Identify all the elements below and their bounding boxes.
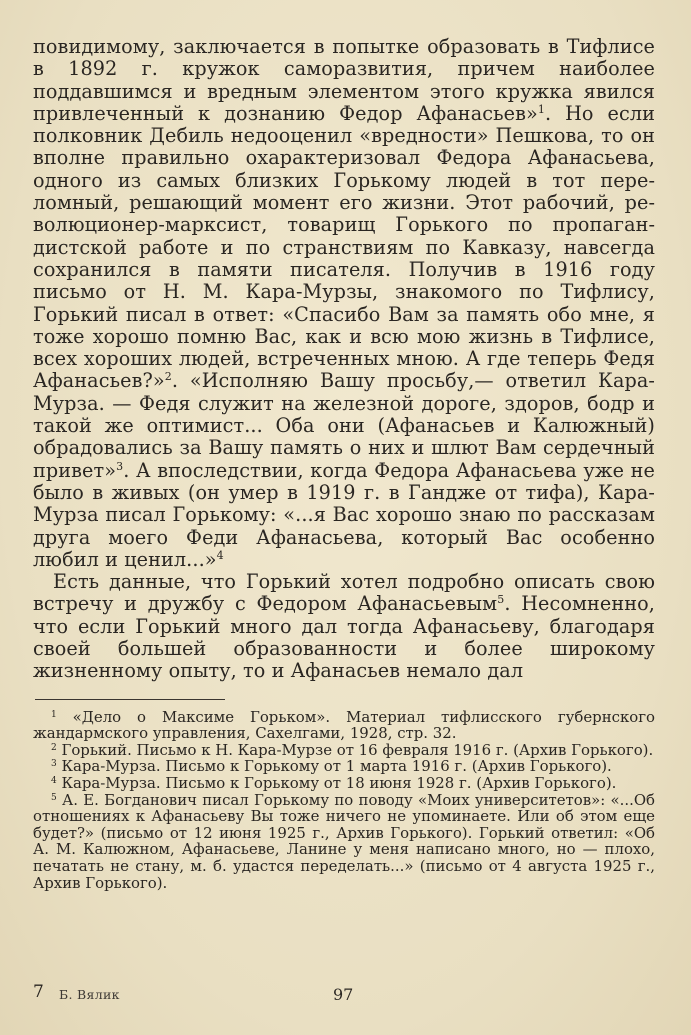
footnote-number: 3 [51,759,57,770]
footnote-divider [35,699,225,700]
paragraph-1-part-a: повидимому, заключается в попытке образовать в Тифлисе в 1892 г. кружок саморазвития, причем наиболее поддавшимся и вредным элементом этого кружка явился привлеченный к дознанию Федор Афанасьев» [33,35,655,125]
paragraph-2-part-b: . Несомненно, что если Горький много дал тогда Афанасьеву, благодаря своей большей образованности и более широкому жизненному опыту, то и Афанасьев немало дал [33,592,656,683]
paragraph-1-part-d: . А впоследствии, когда Федора Афанасьева уже не было в живых (он умер в 1919 г. в Гандже от тифа), Кара-Мурза писал Горькому: «...я Вас хорошо знаю по рассказам друга моего Феди Афанасьева, который Вас особенно любил и ценил...» [33,458,655,571]
footnote-number: 5 [51,792,57,803]
footnote-text: Кара-Мурза. Письмо к Горькому от 18 июня 1928 г. (Архив Горького). [61,773,617,792]
footnote-text: «Дело о Максиме Горьком». Материал тифлисского губернского жандармского управления, Сахелгами, 1928, стр. 32. [33,707,655,743]
paragraph-2 [33,571,655,682]
footnote-ref-2: 2 [164,370,172,384]
footnote-ref-3: 3 [116,459,124,473]
main-text [33,36,655,683]
footnote-number: 4 [51,775,57,786]
paragraph-1-part-c: . «Исполняю Вашу просьбу,— ответил Кара-Мурза. — Федя служит на железной дороге, здоров, бодр и такой же оптимист... Оба они (Афанасьев и Калюжный) обрадовались за Вашу память о них и шлют Вам сердечный привет» [33,369,655,482]
paragraph-2-part-a: Есть данные, что Горький хотел подробно описать свою встречу и дружбу с Федором Афанасьевым [33,570,655,616]
footnotes [33,709,655,892]
paragraph-1 [33,36,655,571]
footnote-text: Горький. Письмо к Н. Кара-Мурзе от 16 февраля 1916 г. (Архив Горького). [61,740,654,759]
footnote-text: Кара-Мурза. Письмо к Горькому от 1 марта 1916 г. (Архив Горького). [61,757,612,776]
footnote-number: 2 [51,742,57,753]
signature-text: Б. Вялик [59,987,120,1002]
paragraph-1-part-b: . Но если полковник Дебиль недооценил «вредности» Пешкова, то он вполне правильно охарактеризовал Федора Афанасьева, одного из самых близких Горькому людей в тот переломный, решающий момент его жизни. Этот рабочий, революционер-марксист, товарищ Горького по пропагандистской работе и по странствиям по Кавказу, навсегда сохранился в памяти писателя. Получив в 1916 году письмо от Н. М. Кара-Мурзы, знакомого по Тифлису, Горький писал в ответ: «Спасибо Вам за память обо мне, я тоже хорошо помню Вас, как и всю мою жизнь в Тифлисе, всех хороших людей, встреченных мною. А где теперь Федя Афанасьев?» [33,101,656,393]
footnote-ref-1: 1 [537,102,545,116]
footnote-number: 1 [51,709,57,720]
page-number: 97 [333,985,354,1004]
page-footer [33,982,655,1011]
signature-number: 7 [33,982,44,1002]
footnote [33,709,655,742]
footnote [33,742,655,759]
footnote [33,775,655,792]
footnote [33,758,655,775]
footnote-text: А. Е. Богданович писал Горькому по поводу «Моих университетов»: «...Об отношениях к Афанасьеву Вы тоже ничего не упоминаете. Или об этом еще будет?» (письмо от 12 июня 1925 г., Архив Горького). Горький ответил: «Об А. М. Калюжном, Афанасьеве, Ланине у меня написано много, но — плохо, печатать не стану, м. б. удастся переделать...» (письмо от 4 августа 1925 г., Архив Горького). [33,790,656,892]
footnote-ref-5: 5 [497,593,505,607]
footnote-ref-4: 4 [216,548,224,562]
footnote [33,792,655,892]
